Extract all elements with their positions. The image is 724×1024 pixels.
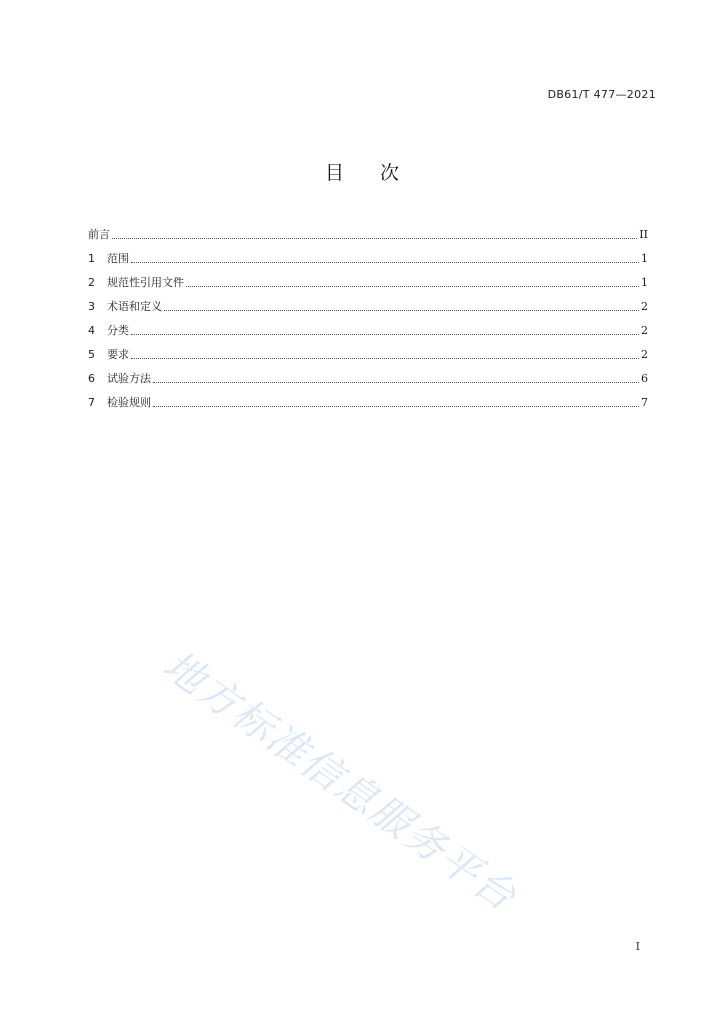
toc-leader-dots [153, 381, 639, 383]
toc-title-char-1: 目 [324, 162, 344, 184]
toc-leader-dots [131, 357, 639, 359]
toc-page-number: 7 [641, 396, 648, 409]
toc-entry-5[interactable] [88, 338, 648, 362]
toc-label: 检验规则 [107, 396, 151, 409]
toc-number: 5 [88, 348, 95, 361]
toc-leader-dots [164, 309, 639, 311]
toc-number: 7 [88, 396, 95, 409]
toc-title [0, 158, 724, 185]
document-code: DB61/T 477—2021 [547, 88, 656, 101]
toc-page-number: 1 [641, 252, 648, 265]
toc-page-number: II [639, 228, 648, 241]
toc-entry-foreword[interactable] [88, 218, 648, 242]
toc-label: 前言 [88, 228, 110, 241]
toc-entry-2[interactable] [88, 266, 648, 290]
toc-number: 3 [88, 300, 95, 313]
toc-page-number: 1 [641, 276, 648, 289]
toc-label: 规范性引用文件 [107, 276, 184, 289]
toc-number: 2 [88, 276, 95, 289]
toc-label: 术语和定义 [107, 300, 162, 313]
page-number: I [635, 940, 640, 953]
toc-label: 要求 [107, 348, 129, 361]
table-of-contents [88, 218, 648, 410]
toc-number: 4 [88, 324, 95, 337]
toc-page-number: 6 [641, 372, 648, 385]
toc-label: 试验方法 [107, 372, 151, 385]
toc-page-number: 2 [641, 300, 648, 313]
toc-entry-7[interactable] [88, 386, 648, 410]
toc-leader-dots [131, 261, 639, 263]
toc-leader-dots [131, 333, 639, 335]
toc-leader-dots [186, 285, 639, 287]
toc-page-number: 2 [641, 348, 648, 361]
toc-leader-dots [153, 405, 639, 407]
toc-entry-6[interactable] [88, 362, 648, 386]
toc-entry-1[interactable] [88, 242, 648, 266]
toc-number: 6 [88, 372, 95, 385]
toc-label: 分类 [107, 324, 129, 337]
toc-entry-4[interactable] [88, 314, 648, 338]
toc-number: 1 [88, 252, 95, 265]
toc-entry-3[interactable] [88, 290, 648, 314]
toc-label: 范围 [107, 252, 129, 265]
toc-page-number: 2 [641, 324, 648, 337]
watermark: 地方标准信息服务平台 [154, 642, 525, 921]
toc-leader-dots [112, 237, 637, 239]
toc-title-char-2: 次 [380, 162, 400, 184]
